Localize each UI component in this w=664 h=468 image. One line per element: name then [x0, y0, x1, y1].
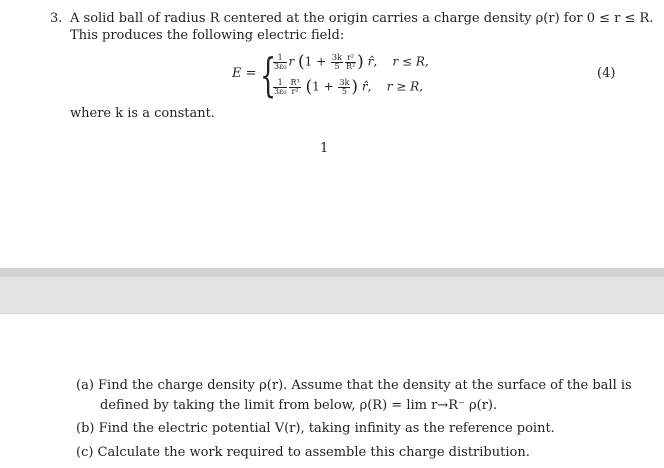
equation-case-inside: $\frac{1}{\text{3ε₀}}$ r (1 + $\frac{3k}{5}$ $\frac{\text{r²}}{\text{R²}}$ ) r̂, r ≤ R,: [274, 52, 429, 72]
document-page-lower: [0, 314, 664, 468]
part-b: (b) Find the electric potential V(r), taking infinity as the reference point.: [76, 421, 555, 436]
constant-note: where k is a constant.: [70, 106, 215, 121]
problem-number: 3.: [50, 11, 63, 26]
problem-statement-line-2: This produces the following electric field:: [70, 28, 345, 43]
case1-coefficient-fraction: $\frac{1}{\text{3ε₀}}$: [274, 52, 287, 71]
cases-brace: {: [260, 48, 277, 102]
case1-ratio-fraction: $\frac{\text{r²}}{\text{R²}}$: [345, 52, 356, 71]
part-c: (c) Calculate the work required to assemble this charge distribution.: [76, 445, 530, 460]
case2-inner-fraction: $\frac{3k}{5}$: [339, 77, 350, 96]
part-a-line-2: defined by taking the limit from below, ρ(R) = lim r→R⁻ ρ(r).: [100, 398, 498, 413]
equation-lhs: E =: [232, 66, 257, 81]
page-separator: [0, 268, 664, 314]
equation-case-outside: $\frac{1}{\text{3ε₀}}$ $\frac{\text{R³}}{\text{r²}}$ (1 + $\frac{3k}{5}$ ) r̂, r ≥ R,: [274, 77, 423, 97]
case1-inner-fraction: $\frac{3k}{5}$: [332, 52, 342, 71]
part-a-line-1: (a) Find the charge density ρ(r). Assume that the density at the surface of the ball is: [76, 378, 632, 393]
problem-statement-line-1: A solid ball of radius R centered at the origin carries a charge density ρ(r) for 0 ≤ r ≤ R.: [70, 11, 654, 26]
case2-coefficient-fraction: $\frac{1}{\text{3ε₀}}$: [274, 77, 287, 96]
page-number: 1: [320, 141, 329, 156]
page-separator-shadow: [0, 269, 664, 277]
equation-number: (4): [597, 66, 616, 81]
case2-radius-fraction: $\frac{\text{R³}}{\text{r²}}$: [290, 77, 300, 96]
